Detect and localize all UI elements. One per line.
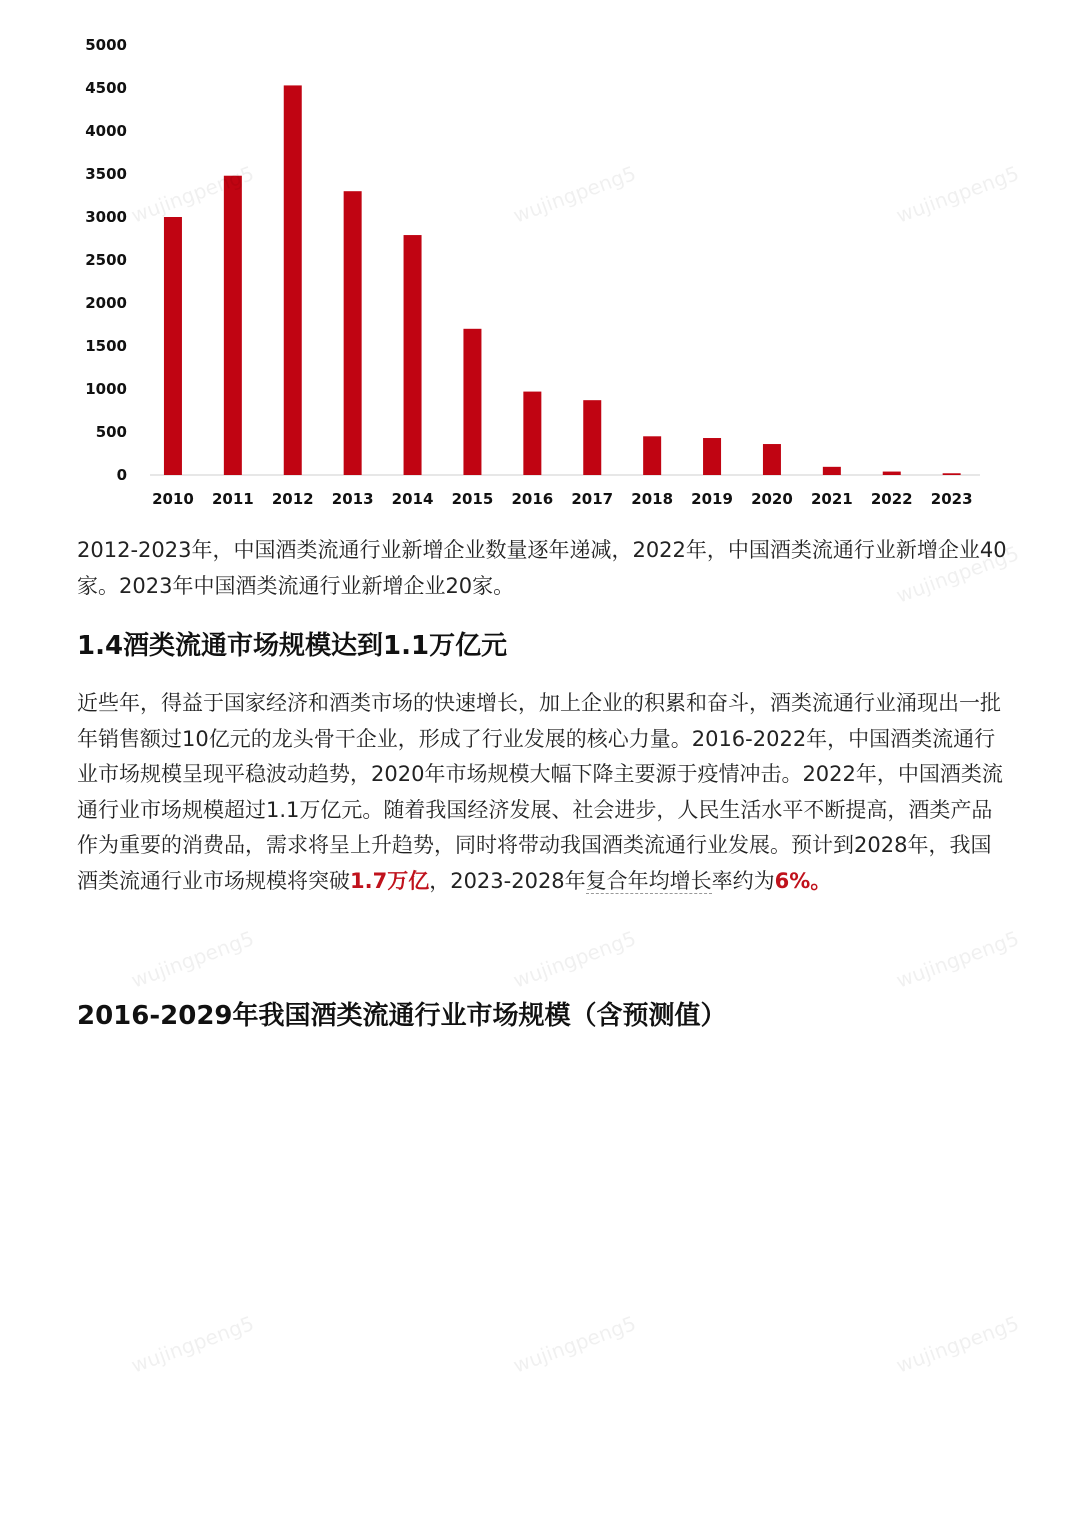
paragraph-market-size: [77, 686, 1007, 899]
watermark-text: wujingpeng5: [128, 161, 258, 228]
watermark-text: wujingpeng5: [128, 926, 258, 993]
x-tick-label-2018: 2018: [631, 490, 674, 508]
bar-2018: [643, 436, 661, 475]
y-tick-label: 5000: [85, 36, 127, 54]
x-tick-label-2013: 2013: [331, 490, 374, 508]
watermark-text: wujingpeng5: [510, 926, 640, 993]
y-tick-label: 2500: [85, 251, 127, 269]
bar-2015: [463, 329, 481, 475]
x-tick-label-2016: 2016: [511, 490, 554, 508]
x-tick-label-2020: 2020: [751, 490, 793, 508]
y-tick-label: 4000: [85, 122, 127, 140]
bar-2022: [883, 472, 901, 475]
bar-2017: [583, 400, 601, 475]
y-tick-label: 2000: [85, 294, 127, 312]
chart-heading: 2016-2029年我国酒类流通行业市场规模（含预测值）: [77, 1001, 727, 1031]
bar-2016: [523, 392, 541, 475]
y-axis-ticks: [85, 36, 127, 484]
watermark-text: wujingpeng5: [510, 161, 640, 228]
section-heading: 1.4酒类流通市场规模达到1.1万亿元: [77, 631, 508, 661]
highlight-value-17: 1.7万亿: [350, 868, 430, 893]
x-tick-label-2011: 2011: [211, 490, 254, 508]
watermark-text: wujingpeng5: [893, 161, 1023, 228]
bar-2011: [224, 176, 242, 475]
x-tick-label-2014: 2014: [391, 490, 434, 508]
bar-2014: [404, 235, 422, 475]
watermark-text: wujingpeng5: [510, 1311, 640, 1378]
bar-2013: [344, 191, 362, 475]
watermark-text: wujingpeng5: [893, 541, 1023, 608]
x-tick-label-2023: 2023: [930, 490, 973, 508]
para-text-2: ，2023-2028年: [429, 868, 586, 893]
watermark-text: wujingpeng5: [128, 1311, 258, 1378]
bar-2012: [284, 85, 302, 475]
x-tick-label-2010: 2010: [152, 490, 194, 508]
x-tick-label-2022: 2022: [870, 490, 913, 508]
bar-2010: [164, 217, 182, 475]
y-tick-label: 500: [95, 423, 127, 441]
y-tick-label: 1500: [85, 337, 127, 355]
para-text-3: 率约为: [711, 868, 775, 893]
para-text-1: 近些年，得益于国家经济和酒类市场的快速增长，加上企业的积累和奋斗，酒类流通行业涌现出一批年销售额过10亿元的龙头骨干企业，形成了行业发展的核心力量。2016-2022年，中国酒类流通行业市场规模呈现平稳波动趋势，2020年市场规模大幅下降主要源于疫情冲击。2022年，中国酒类流通行业市场规模超过1.1万亿元。随着我国经济发展、社会进步，人民生活水平不断提高，酒类产品作为重要的消费品，需求将呈上升趋势，同时将带动我国酒类流通行业发展。预计到2028年，我国酒类流通行业市场规模将突破: [77, 691, 1003, 893]
bar-2020: [763, 444, 781, 475]
y-tick-label: 3000: [85, 208, 127, 226]
bar-2023: [943, 473, 961, 475]
x-tick-label-2021: 2021: [810, 490, 853, 508]
x-tick-label-2015: 2015: [451, 490, 494, 508]
y-tick-label: 4500: [85, 79, 127, 97]
y-tick-label: 0: [116, 466, 127, 484]
paragraph-new-enterprises: 2012-2023年，中国酒类流通行业新增企业数量逐年递减，2022年，中国酒类流通行业新增企业40家。2023年中国酒类流通行业新增企业20家。: [77, 538, 1007, 598]
bar-2021: [823, 467, 841, 475]
watermark-text: wujingpeng5: [893, 1311, 1023, 1378]
x-tick-label-2019: 2019: [691, 490, 733, 508]
y-tick-label: 3500: [85, 165, 127, 183]
bar-2019: [703, 438, 721, 475]
y-tick-label: 1000: [85, 380, 127, 398]
bars: [164, 85, 961, 475]
highlight-value-6pct: 6%。: [774, 868, 832, 893]
x-tick-label-2012: 2012: [271, 490, 314, 508]
bar-chart: [0, 0, 1080, 520]
watermark-text: wujingpeng5: [893, 926, 1023, 993]
glossary-term[interactable]: 复合年均增长: [585, 868, 712, 893]
x-tick-label-2017: 2017: [571, 490, 614, 508]
x-axis-ticks: [152, 490, 972, 508]
